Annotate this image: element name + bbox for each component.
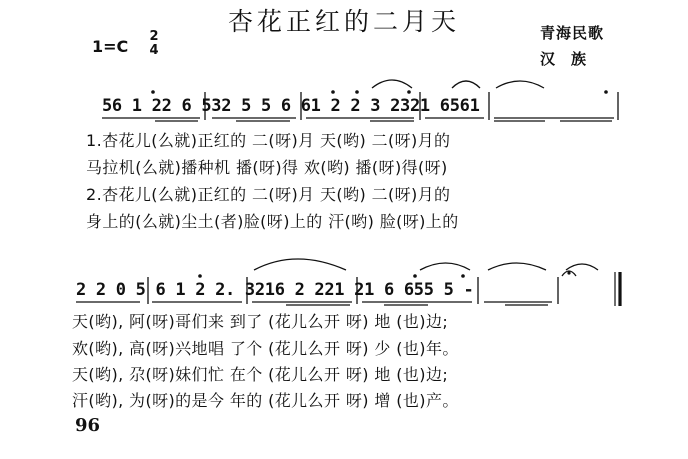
lyric-line-2-verse-1: 天(哟), 阿(呀)哥们来 到了 (花儿么开 呀) 地 (也)边; (72, 312, 449, 331)
lyric-line-1-verse-2b: 身上的(么就)尘土(者)脸(呀)上的 汗(哟) 脸(呀)上的 (86, 212, 459, 231)
lyric-line-2-verse-1b: 欢(哟), 高(呀)兴地唱 了个 (花儿么开 呀) 少 (也)年。 (72, 339, 459, 358)
time-denominator: 4 (149, 43, 159, 58)
lyric-line-2-verse-2b: 汗(哟), 为(呀)的是今 年的 (花儿么开 呀) 增 (也)产。 (72, 391, 459, 410)
slur (566, 264, 598, 270)
page-number: 96 (75, 415, 101, 436)
lyric-line-1-verse-2: 2.杏花儿(么就)正红的 二(呀)月 天(哟) 二(呀)月的 (86, 185, 451, 204)
slur (254, 259, 346, 270)
notation-line-1: 56 1 22 6 532 5 5 6 61 2 2 3 2321 6561 (102, 96, 480, 116)
song-ethnic-group: 汉族 (540, 50, 603, 68)
slur (420, 263, 470, 270)
key-signature: 1=C (92, 37, 129, 56)
slur (488, 263, 546, 270)
lyric-line-1-verse-1b: 马拉机(么就)播种机 播(呀)得 欢(哟) 播(呀)得(呀) (86, 158, 448, 177)
slur (372, 80, 412, 88)
time-numerator: 2 (149, 29, 159, 44)
lyric-line-2-verse-2: 天(哟), 尕(呀)妹们忙 在个 (花儿么开 呀) 地 (也)边; (72, 365, 449, 384)
slur (452, 81, 480, 88)
lyric-line-1-verse-1: 1.杏花儿(么就)正红的 二(呀)月 天(哟) 二(呀)月的 (86, 131, 451, 150)
notation-line-2: 2 2 0 5 6 1 2 2. 3216 2 221 21 6 655 5 - (76, 280, 474, 300)
song-origin: 青海民歌 (540, 24, 605, 42)
slur (496, 81, 544, 88)
song-title: 杏花正红的二月天 (227, 7, 460, 36)
